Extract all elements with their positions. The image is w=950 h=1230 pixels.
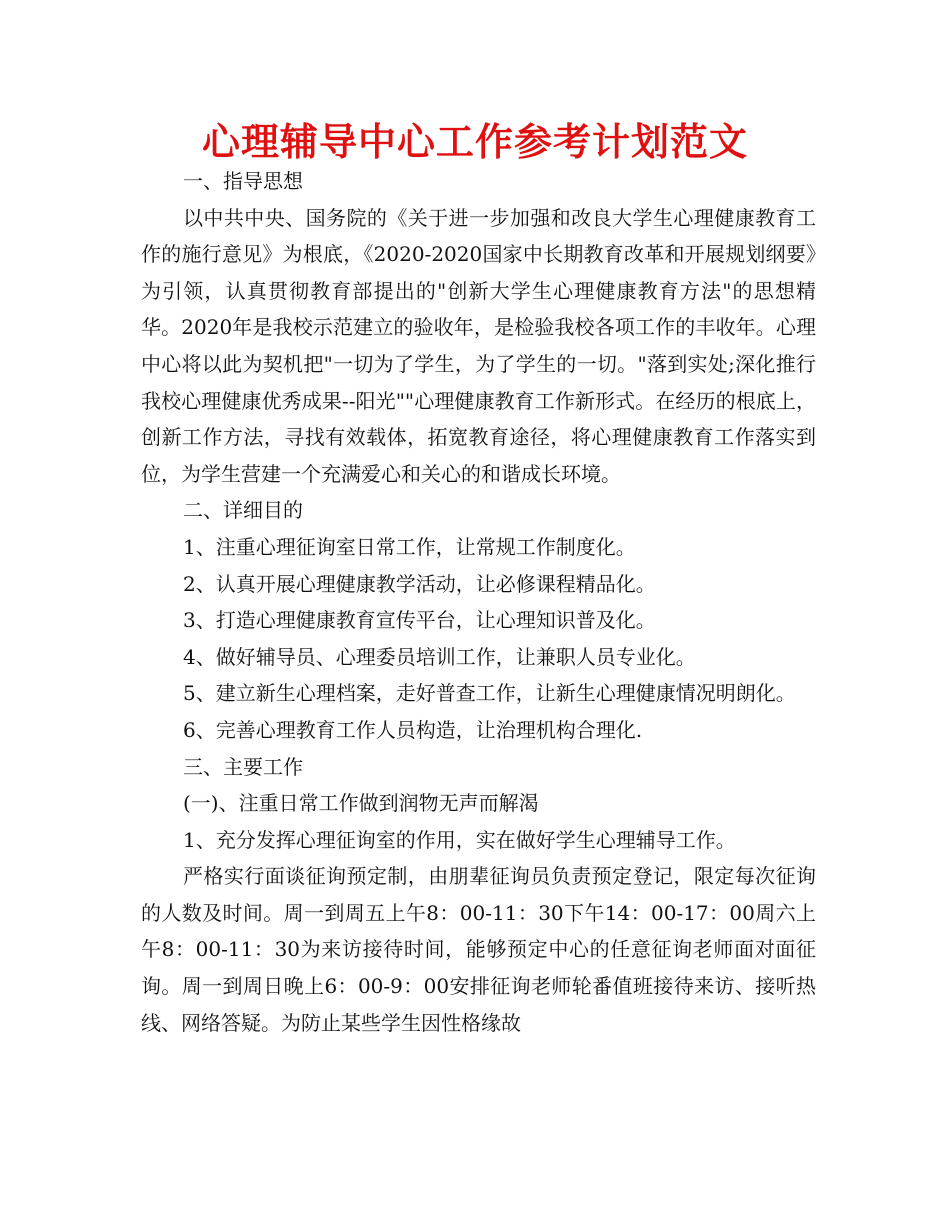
section-heading-detailed-goals: 二、详细目的 — [183, 498, 303, 523]
paragraph-guiding-ideology: 以中共中央、国务院的《关于进一步加强和改良大学生心理健康教育工作的施行意见》为根底，《2020-2020国家中长期教育改革和开展规划纲要》为引领，认真贯彻教育部提出的"创新大学生心理健康教育方法"的思想精华。2020年是我校示范建立的验收年，是检验我校各项工作的丰收年。心理中心将以此为契机把"一切为了学生，为了学生的一切。"落到实处;深化推行我校心理健康优秀成果--阳光""心理健康教育工作新形式。在经历的根底上，创新工作方法，寻找有效载体，拓宽教育途径，将心理健康教育工作落实到位，为学生营建一个充满爱心和关心的和谐成长环境。 — [141, 205, 816, 486]
section-heading-guiding-ideology: 一、指导思想 — [183, 169, 303, 193]
document-body — [141, 163, 816, 1041]
section-heading-main-work: 三、主要工作 — [183, 754, 303, 779]
goal-item-1: 1、注重心理征询室日常工作，让常规工作制度化。 — [183, 534, 636, 559]
goal-item-2: 2、认真开展心理健康教学活动，让必修课程精品化。 — [183, 571, 656, 596]
goal-item-4: 4、做好辅导员、心理委员培训工作，让兼职人员专业化。 — [183, 644, 696, 669]
document-title: 心理辅导中心工作参考计划范文 — [201, 120, 748, 164]
subsection-heading-daily-work: (一)、注重日常工作做到润物无声而解渴 — [183, 791, 539, 816]
goal-item-6: 6、完善心理教育工作人员构造，让治理机构合理化. — [183, 717, 643, 742]
paragraph-consultation-schedule: 严格实行面谈征询预定制，由朋辈征询员负责预定登记，限定每次征询的人数及时间。周一到周五上午8：00-11：30下午14：00-17：00周六上午8：00-11：30为来访接待时间，能够预定中心的任意征询老师面对面征询。周一到周日晚上6：00-9：00安排征询老师轮番值班接待来访、接听热线、网络答疑。为防止某些学生因性格缘故 — [141, 864, 816, 1035]
work-item-1: 1、充分发挥心理征询室的作用，实在做好学生心理辅导工作。 — [183, 827, 736, 852]
goal-item-5: 5、建立新生心理档案，走好普查工作，让新生心理健康情况明朗化。 — [183, 681, 796, 706]
goal-item-3: 3、打造心理健康教育宣传平台，让心理知识普及化。 — [183, 608, 656, 633]
